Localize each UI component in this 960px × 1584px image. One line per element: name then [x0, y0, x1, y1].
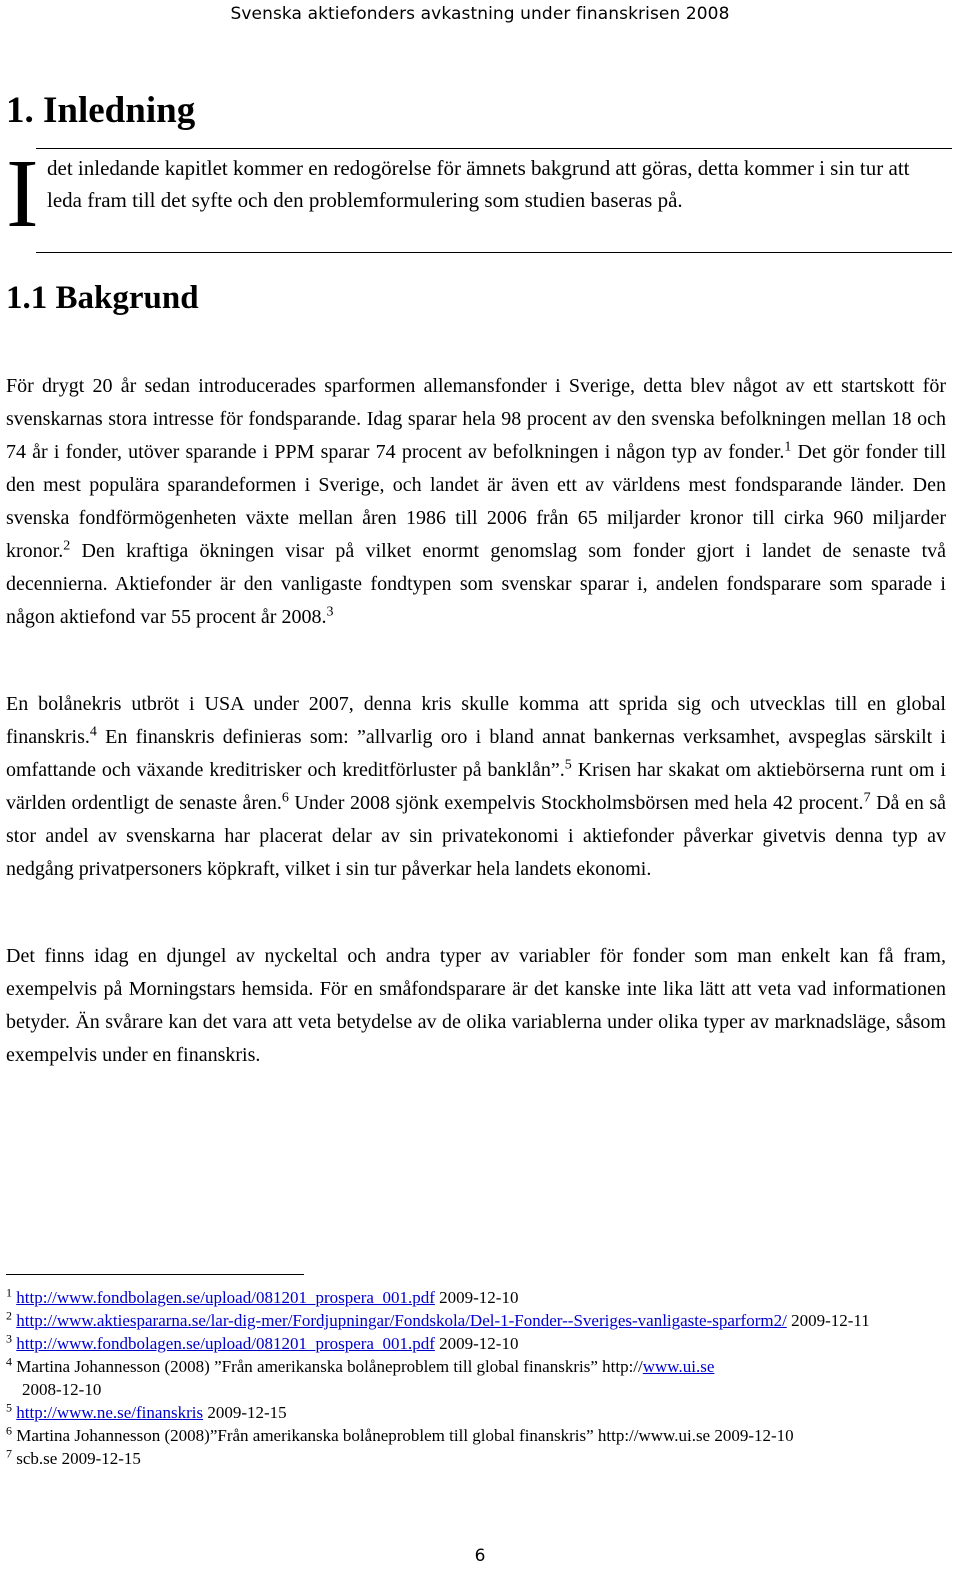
- body-paragraph-1: [6, 370, 946, 634]
- footnote-number: 2: [6, 1308, 12, 1323]
- footnote-ref-4[interactable]: 4: [89, 724, 97, 740]
- footnote-number: 6: [6, 1423, 12, 1438]
- footnote-ref-3[interactable]: 3: [326, 604, 334, 620]
- chapter-title: 1. Inledning: [6, 90, 196, 131]
- intro-top-rule: [36, 148, 952, 149]
- footnote-ref-5[interactable]: 5: [564, 757, 572, 773]
- footnotes: [6, 1286, 936, 1470]
- paragraph-text: En finanskris definieras som: ”allvarlig oro i bland annat bankernas verksamhet, avspeglas särskilt i omfattande och växande kreditrisker och kreditförluster på banklån”.: [6, 726, 946, 781]
- paragraph-text: För drygt 20 år sedan introducerades sparformen allemansfonder i Sverige, detta blev något av ett startskott för svenskarnas stora intresse för fondsparande. Idag sparar hela 98 procent av den svenska befolkningen mellan 18 och 74 år i fonder, utöver sparande i PPM sparar 74 procent av befolkningen i någon typ av fonder.: [6, 375, 946, 463]
- footnote-link[interactable]: http://www.ne.se/finanskris: [16, 1403, 204, 1422]
- paragraph-text: Krisen har skakat om aktiebörserna runt om i världen ordentligt de senaste åren.: [6, 759, 946, 814]
- footnote-1: [6, 1286, 936, 1309]
- footnote-link[interactable]: http://www.fondbolagen.se/upload/081201_prospera_001.pdf: [16, 1288, 435, 1307]
- footnote-number: 1: [6, 1285, 12, 1300]
- footnote-4: [6, 1355, 936, 1401]
- paragraph-text: Då en så stor andel av svenskarna har placerat delar av sin privatekonomi i aktiefonder påverkar givetvis denna typ av nedgång privatpersoners köpkraft, vilket i sin tur påverkar hela landets ekonomi.: [6, 792, 947, 880]
- footnote-2: [6, 1309, 936, 1332]
- footnote-7: [6, 1447, 936, 1470]
- paragraph-text: En bolånekris utbröt i USA under 2007, denna kris skulle komma att sprida sig och utvecklas till en global finanskris.: [6, 693, 946, 748]
- chapter-intro-text: det inledande kapitlet kommer en redogörelse för ämnets bakgrund att göras, detta kommer i sin tur att leda fram till det syfte och den problemformulering som studien baseras på.: [47, 156, 910, 212]
- running-header: Svenska aktiefonders avkastning under finanskrisen 2008: [230, 4, 730, 24]
- page-number: 6: [474, 1546, 486, 1566]
- footnote-number: 4: [6, 1354, 12, 1369]
- footnote-5: [6, 1401, 936, 1424]
- footnote-text: scb.se 2009-12-15: [16, 1449, 141, 1468]
- footnote-text: Martina Johannesson (2008)”Från amerikanska bolåneproblem till global finanskris” http://www.ui.se 2009-12-10: [16, 1426, 794, 1445]
- drop-cap: I: [6, 140, 39, 248]
- section-title: 1.1 Bakgrund: [6, 280, 199, 316]
- footnote-ref-2[interactable]: 2: [63, 538, 71, 554]
- footnote-date: 2009-12-10: [434, 1334, 519, 1353]
- footnote-number: 3: [6, 1331, 12, 1346]
- footnote-link[interactable]: http://www.aktiespararna.se/lar-dig-mer/Fordjupningar/Fondskola/Del-1-Fonder--Sveriges-vanligaste-sparform2/: [16, 1311, 787, 1330]
- footnote-date: 2009-12-10: [434, 1288, 519, 1307]
- intro-bottom-rule: [36, 252, 952, 253]
- paragraph-text: Den kraftiga ökningen visar på vilket enormt genomslag som fonder gjort i landet de senaste två decennierna. Aktiefonder är den vanligaste fondtypen som svenskar sparar i, andelen fondsparare som sparade i någon aktiefond var 55 procent år 2008.: [6, 540, 946, 628]
- footnote-number: 7: [6, 1446, 12, 1461]
- footnote-number: 5: [6, 1400, 12, 1415]
- footnote-date: 2008-12-10: [22, 1380, 102, 1399]
- footnote-6: [6, 1424, 936, 1447]
- paragraph-text: Det gör fonder till den mest populära sparandeformen i Sverige, och landet är även ett av världens mest fondsparande länder. Den svenska fondförmögenheten växte mellan åren 1986 till 2006 från 65 miljarder kronor till cirka 960 miljarder kronor.: [6, 441, 947, 562]
- footnote-link[interactable]: www.ui.se: [642, 1357, 715, 1376]
- footnote-link[interactable]: http://www.fondbolagen.se/upload/081201_prospera_001.pdf: [16, 1334, 435, 1353]
- footnote-ref-6[interactable]: 6: [281, 790, 289, 806]
- footnote-separator: [6, 1274, 304, 1275]
- footnote-date: 2009-12-15: [203, 1403, 287, 1422]
- footnote-3: [6, 1332, 936, 1355]
- body-paragraph-3: Det finns idag en djungel av nyckeltal och andra typer av variabler för fonder som man enkelt kan få fram, exempelvis på Morningstars hemsida. För en småfondsparare är det kanske inte lika lätt att veta vad informationen betyder. Än svårare kan det vara att veta betydelse av de olika variablerna under olika typer av marknadsläge, såsom exempelvis under en finanskris.: [6, 945, 946, 1066]
- footnote-ref-7[interactable]: 7: [863, 790, 871, 806]
- footnote-date: 2009-12-11: [786, 1311, 870, 1330]
- footnote-ref-1[interactable]: 1: [784, 439, 792, 455]
- footnote-text: Martina Johannesson (2008) ”Från amerikanska bolåneproblem till global finanskris” http://: [12, 1357, 643, 1376]
- body-paragraph-2: [6, 688, 946, 886]
- paragraph-text: Under 2008 sjönk exempelvis Stockholmsbörsen med hela 42 procent.: [288, 792, 864, 814]
